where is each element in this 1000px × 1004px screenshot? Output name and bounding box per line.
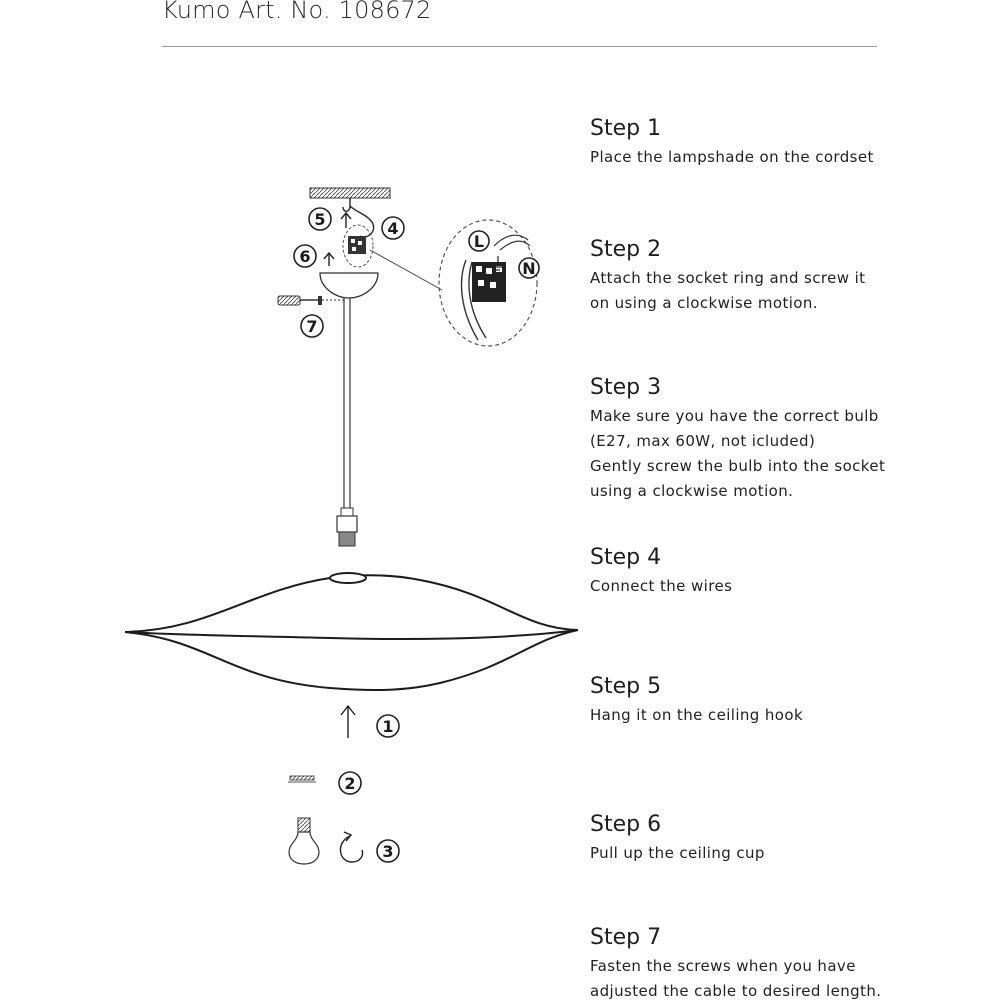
callout-7: [301, 315, 323, 337]
callout-4: [382, 217, 404, 239]
step-instructions: [590, 145, 990, 170]
instruction-line: Fasten the screws when you have: [590, 957, 856, 975]
instruction-line: using a clockwise motion.: [590, 482, 794, 500]
step-heading: Step 4: [590, 545, 662, 570]
step-instructions: [590, 404, 990, 504]
ceiling-cup: [320, 273, 378, 298]
detail-leader-line: [370, 250, 442, 290]
document-title: Kumo Art. No. 108672: [162, 0, 432, 24]
instruction-line: Attach the socket ring and screw it: [590, 269, 866, 287]
instruction-line: adjusted the cable to desired length.: [590, 982, 882, 1000]
wire-label-neutral: N: [522, 259, 536, 278]
callout-6: [294, 245, 316, 267]
callout-1: [377, 715, 399, 737]
svg-text:5: 5: [314, 210, 326, 229]
arrow-up-icon: [341, 213, 351, 228]
svg-text:2: 2: [344, 774, 356, 793]
step-5: [590, 673, 990, 728]
instruction-line: Pull up the ceiling cup: [590, 844, 765, 862]
svg-text:7: 7: [306, 317, 318, 336]
instruction-line: Connect the wires: [590, 577, 733, 595]
step-instructions: [590, 841, 990, 866]
step-2: [590, 236, 990, 316]
svg-text:1: 1: [382, 717, 394, 736]
instruction-line: Make sure you have the correct bulb: [590, 407, 879, 425]
wire-detail-callout: [439, 220, 539, 346]
svg-text:3: 3: [382, 842, 394, 861]
step-3: [590, 374, 990, 504]
callout-2: [339, 772, 361, 794]
instruction-line: Place the lampshade on the cordset: [590, 148, 874, 166]
lampshade: [125, 573, 578, 690]
step-heading: Step 1: [590, 116, 662, 141]
step-6: [590, 811, 990, 866]
callout-3: [377, 840, 399, 862]
instruction-line: on using a clockwise motion.: [590, 294, 818, 312]
lamp-socket: [337, 508, 357, 546]
rotate-clockwise-icon: [340, 832, 362, 862]
arrow-up-icon: [324, 253, 334, 266]
arrow-up-icon: [341, 706, 355, 738]
step-heading: Step 3: [590, 375, 662, 400]
step-instructions: [590, 574, 990, 599]
socket-ring-icon: [288, 776, 316, 782]
step-heading: Step 6: [590, 812, 662, 837]
instruction-line: (E27, max 60W, not icluded): [590, 432, 816, 450]
step-instructions: [590, 266, 990, 316]
screwdriver-icon: [278, 296, 344, 305]
svg-text:6: 6: [299, 247, 311, 266]
step-heading: Step 2: [590, 237, 662, 262]
step-instructions: [590, 703, 990, 728]
wire-connector-icon: [343, 225, 373, 267]
step-7: [590, 924, 990, 1004]
light-bulb-icon: [289, 818, 319, 864]
ceiling-plate: [310, 188, 390, 198]
step-heading: Step 5: [590, 674, 662, 699]
instruction-line: Gently screw the bulb into the socket: [590, 457, 886, 475]
step-4: [590, 544, 990, 599]
svg-text:4: 4: [387, 219, 399, 238]
callout-5: [309, 208, 331, 230]
step-instructions: [590, 954, 990, 1004]
step-heading: Step 7: [590, 925, 662, 950]
step-1: [590, 115, 990, 170]
wire-label-live: L: [473, 232, 485, 251]
instruction-line: Hang it on the ceiling hook: [590, 706, 804, 724]
